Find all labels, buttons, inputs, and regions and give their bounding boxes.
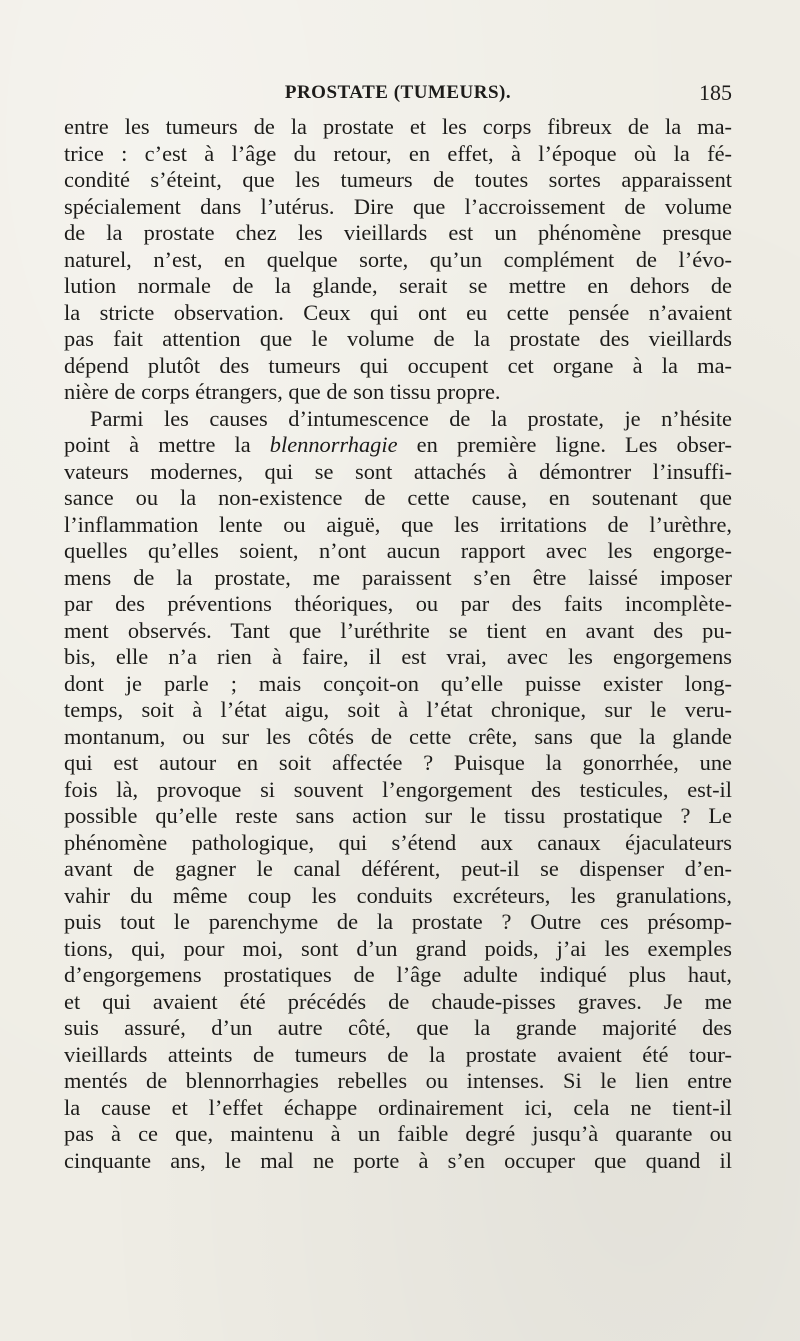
text-line: qui est autour en soit affectée ? Puisque la gonorrhée, une — [64, 750, 732, 775]
text-line: phénomène pathologique, qui s’étend aux canaux éjaculateurs — [64, 829, 732, 855]
text-line: d’engorgemens prostatiques de l’âge adulte indiqué plus haut, — [64, 962, 732, 987]
text-line: mens de la prostate, me paraissent s’en être laissé imposer — [64, 564, 732, 590]
text-line: possible qu’elle reste sans action sur le tissu prostatique ? Le — [64, 803, 732, 828]
text-line: vieillards atteints de tumeurs de la prostate avaient été tour- — [64, 1041, 732, 1067]
text-line: puis tout le parenchyme de la prostate ? Outre ces présomp- — [64, 909, 732, 934]
text-line: suis assuré, d’un autre côté, que la grande majorité des — [64, 1015, 732, 1040]
text-line: dont je parle ; mais conçoit-on qu’elle puisse exister long- — [64, 670, 732, 696]
text-line: lution normale de la glande, serait se mettre en dehors de — [64, 273, 732, 298]
text-line: Parmi les causes d’intumescence de la prostate, je n’hésite — [90, 405, 732, 431]
text-line: de la prostate chez les vieillards est un phénomène presque — [64, 220, 732, 245]
text-line: la cause et l’effet échappe ordinairement ici, cela ne tient-il — [64, 1094, 732, 1120]
page-number: 185 — [699, 80, 732, 105]
text-line: et qui avaient été précédés de chaude-pisses graves. Je me — [64, 988, 732, 1014]
text-line: sance ou la non-existence de cette cause, en soutenant que — [64, 485, 732, 510]
text-line: spécialement dans l’utérus. Dire que l’accroissement de volume — [64, 193, 732, 219]
emphasized-term: blennorrhagie — [269, 432, 398, 457]
text-segment: en première ligne. Les obser- — [397, 432, 732, 457]
text-line: ment observés. Tant que l’uréthrite se tient en avant des pu- — [64, 617, 732, 643]
text-line: dépend plutôt des tumeurs qui occupent cet organe à la ma- — [64, 352, 732, 378]
text-line: trice : c’est à l’âge du retour, en effet, à l’époque où la fé- — [64, 140, 732, 166]
text-line: pas fait attention que le volume de la prostate des vieillards — [64, 326, 732, 351]
text-line: avant de gagner le canal déférent, peut-il se dispenser d’en- — [64, 856, 732, 881]
text-line: cinquante ans, le mal ne porte à s’en occuper que quand il — [64, 1147, 732, 1173]
text-line: naturel, n’est, en quelque sorte, qu’un complément de l’évo- — [64, 246, 732, 272]
text-segment: point à mettre la — [64, 432, 270, 457]
text-line: temps, soit à l’état aigu, soit à l’état chronique, sur le veru- — [64, 697, 732, 722]
text-line: nière de corps étrangers, que de son tissu propre. — [64, 379, 501, 404]
text-line: entre les tumeurs de la prostate et les corps fibreux de la ma- — [64, 114, 732, 139]
text-line: par des préventions théoriques, ou par des faits incomplète- — [64, 591, 732, 616]
text-line: quelles qu’elles soient, n’ont aucun rapport avec les engorge- — [64, 538, 732, 563]
text-line: vahir du même coup les conduits excréteurs, les granulations, — [64, 882, 732, 908]
paragraph-1 — [64, 114, 732, 406]
body-text — [64, 114, 732, 1174]
text-line: condité s’éteint, que les tumeurs de toutes sortes apparaissent — [64, 167, 732, 192]
text-line: tions, qui, pour moi, sont d’un grand poids, j’ai les exemples — [64, 935, 732, 961]
page-header — [64, 80, 732, 110]
text-line: vateurs modernes, qui se sont attachés à démontrer l’insuffi- — [64, 458, 732, 484]
text-line: fois là, provoque si souvent l’engorgement des testicules, est-il — [64, 776, 732, 802]
text-line: la stricte observation. Ceux qui ont eu cette pensée n’avaient — [64, 299, 732, 325]
paragraph-2 — [64, 406, 732, 1175]
text-line: montanum, ou sur les côtés de cette crête, sans que la glande — [64, 723, 732, 749]
text-line-with-emphasis — [64, 432, 732, 459]
running-head: PROSTATE (TUMEURS). — [284, 82, 512, 103]
text-line: bis, elle n’a rien à faire, il est vrai, avec les engorgemens — [64, 644, 732, 669]
text-line: pas à ce que, maintenu à un faible degré jusqu’à quarante ou — [64, 1121, 732, 1146]
text-line: l’inflammation lente ou aiguë, que les irritations de l’urèthre, — [64, 511, 732, 537]
text-line: mentés de blennorrhagies rebelles ou intenses. Si le lien entre — [64, 1068, 732, 1093]
